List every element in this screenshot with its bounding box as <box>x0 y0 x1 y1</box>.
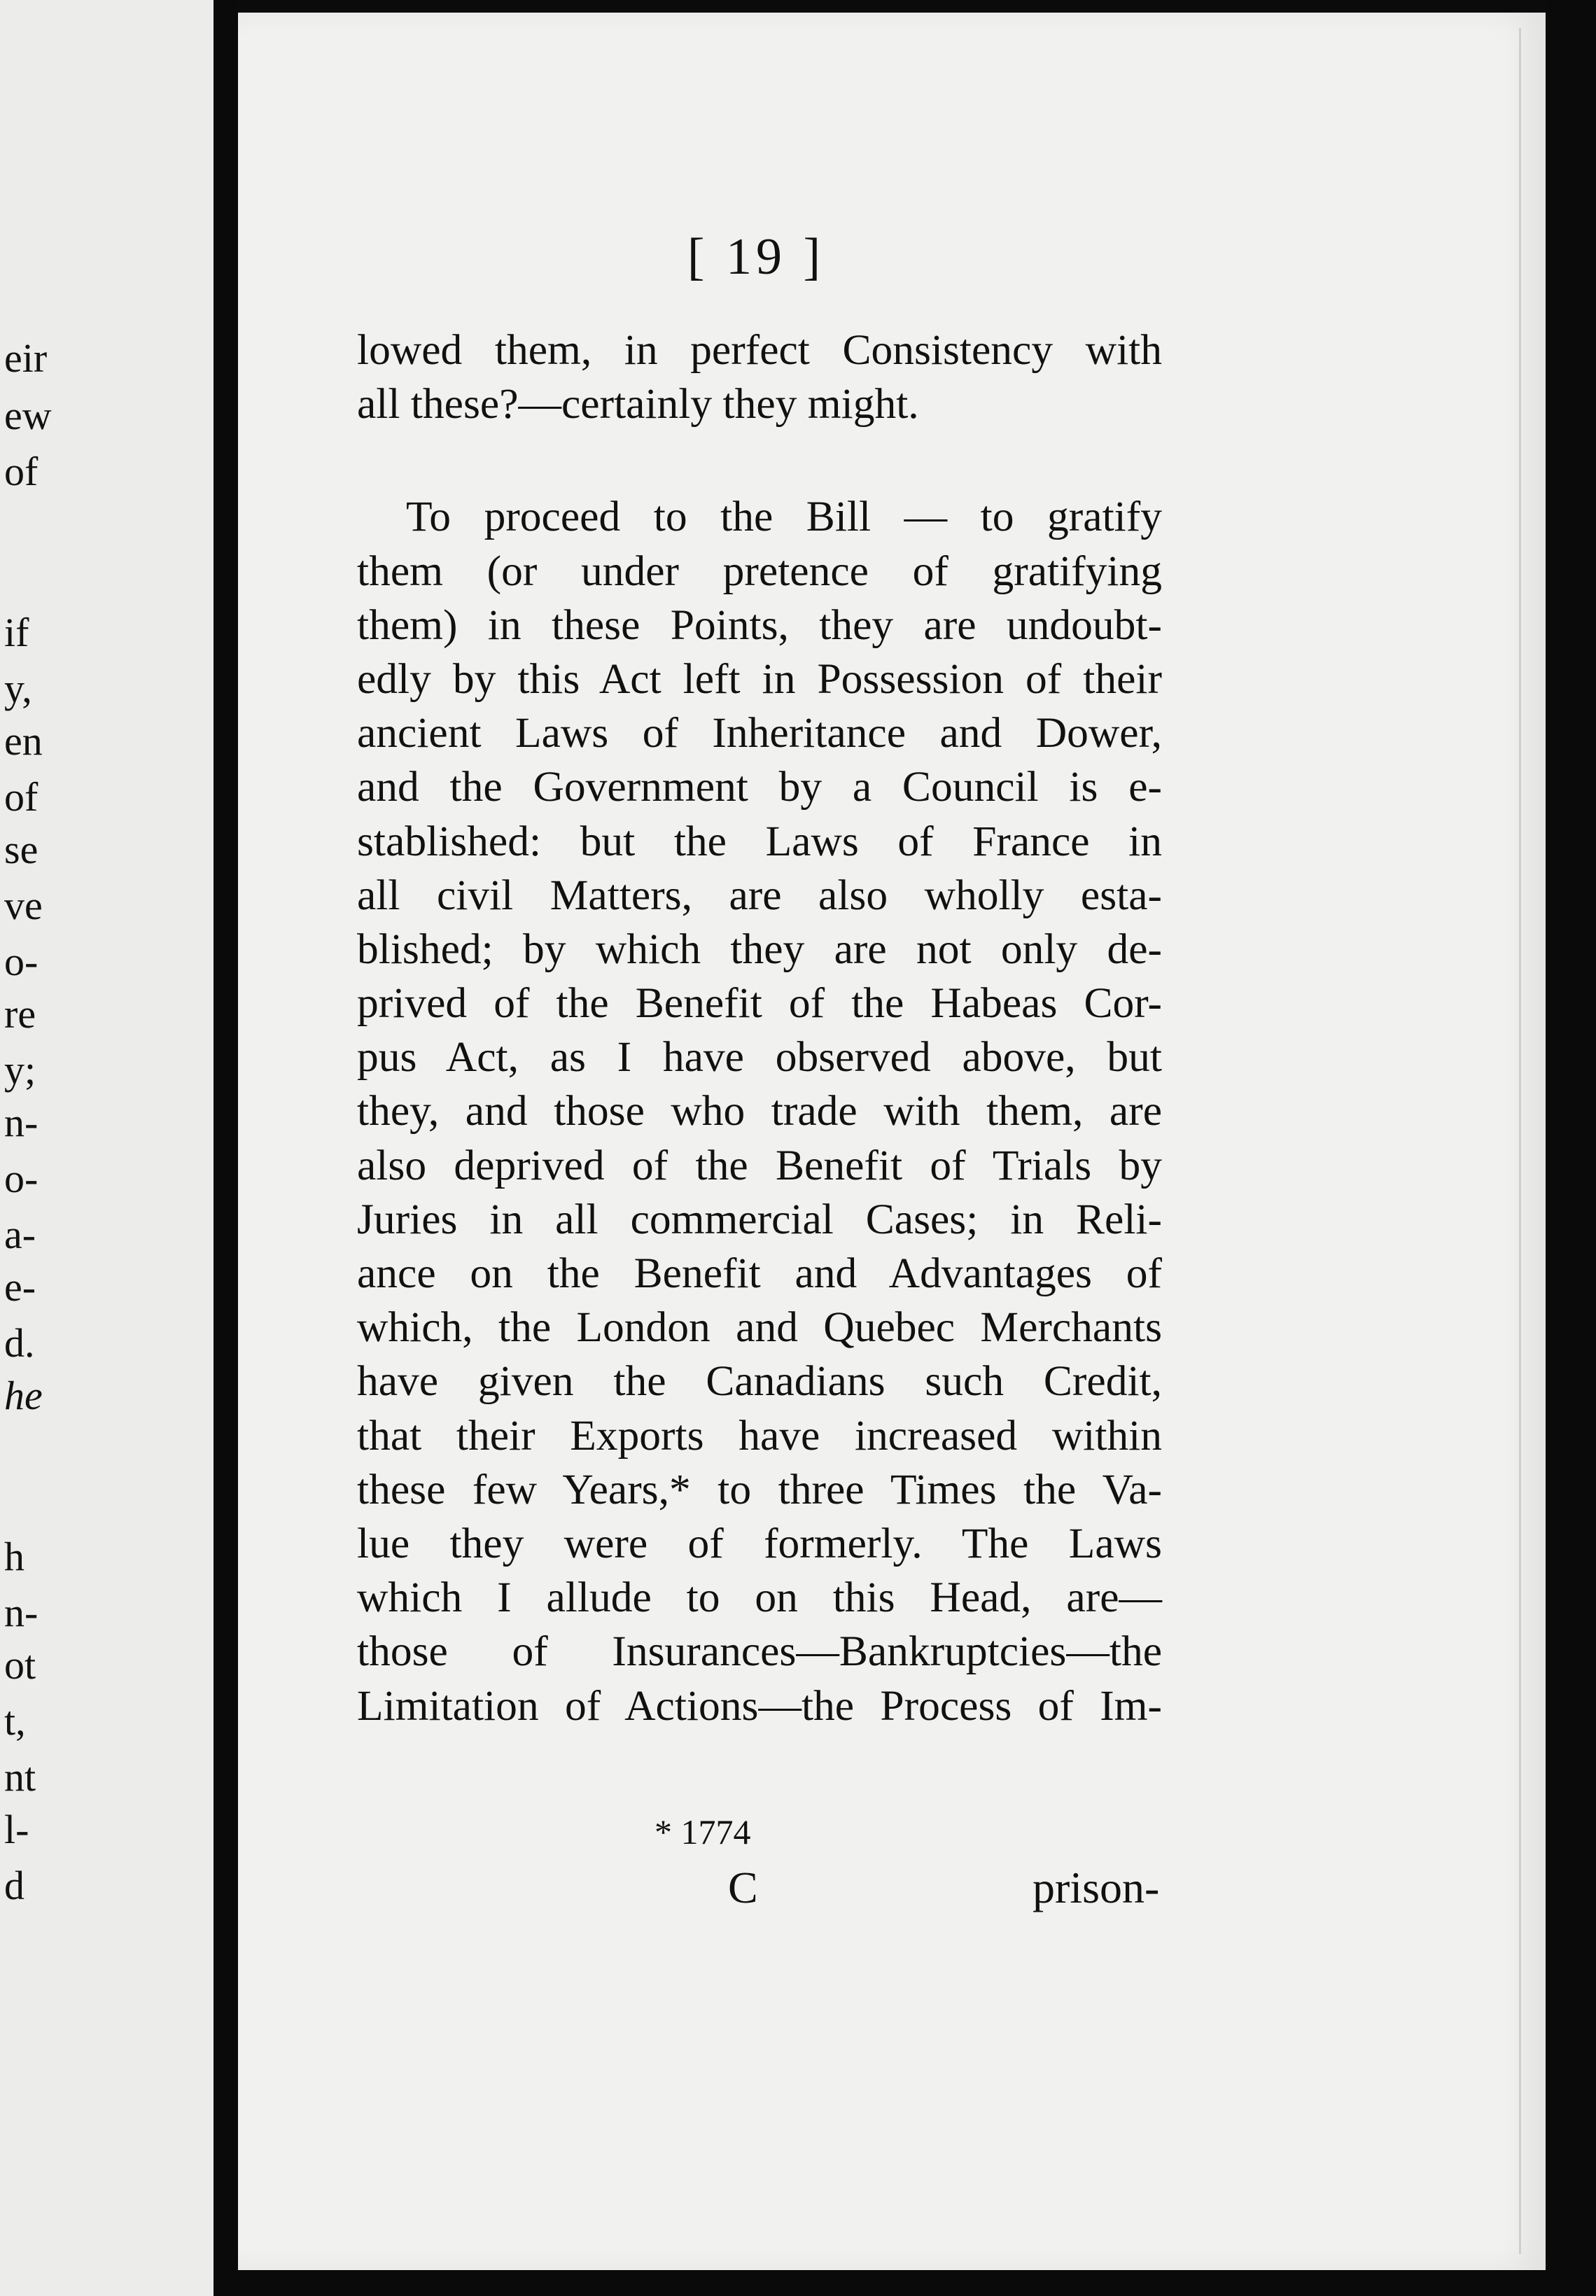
text-line: that their Exports have increased within <box>357 1411 1162 1460</box>
left-fragment: nt <box>4 1754 36 1800</box>
text-line: all these?—certainly they might. <box>357 380 919 428</box>
left-fragment: he <box>4 1373 43 1418</box>
left-fragment: o- <box>4 939 38 984</box>
text-line: stablished: but the Laws of France in <box>357 817 1162 865</box>
text-line: all civil Matters, are also wholly esta- <box>357 871 1162 919</box>
text-line: ance on the Benefit and Advantages of <box>357 1250 1162 1297</box>
left-fragment: of <box>4 774 38 820</box>
text-line: Limitation of Actions—the Process of Im- <box>357 1681 1162 1730</box>
left-fragment: ve <box>4 883 43 928</box>
left-fragment: ot <box>4 1642 36 1688</box>
left-fragment: d <box>4 1863 24 1908</box>
text-line: edly by this Act left in Possession of their <box>357 654 1162 703</box>
text-line: have given the Canadians such Credit, <box>357 1357 1162 1406</box>
right-border <box>1546 0 1596 2296</box>
text-line: they, and those who trade with them, are <box>357 1087 1162 1135</box>
catchword: prison- <box>1032 1863 1160 1912</box>
text-line: To proceed to the Bill — to gratify <box>406 493 1162 541</box>
text-line: which I allude to on this Head, are— <box>357 1574 1162 1622</box>
left-fragment: e- <box>4 1264 36 1310</box>
left-fragment: en <box>4 718 43 764</box>
left-fragment: y, <box>4 666 32 711</box>
left-fragment: d. <box>4 1320 35 1366</box>
text-line: these few Years,* to three Times the Va- <box>357 1465 1162 1513</box>
book-gutter <box>214 0 238 2296</box>
left-fragment: se <box>4 827 38 872</box>
left-fragment: n- <box>4 1590 38 1635</box>
text-line: them) in these Points, they are undoubt- <box>357 601 1162 649</box>
left-fragment: if <box>4 610 29 655</box>
text-line: blished; by which they are not only de- <box>357 925 1162 973</box>
left-fragment: n- <box>4 1100 38 1145</box>
left-fragment: ew <box>4 393 52 438</box>
text-line: which, the London and Quebec Merchants <box>357 1303 1162 1352</box>
page-edge <box>1519 28 1521 2254</box>
text-line: prived of the Benefit of the Habeas Cor- <box>357 979 1162 1028</box>
text-line: pus Act, as I have observed above, but <box>357 1033 1162 1082</box>
left-fragment: l- <box>4 1807 29 1852</box>
left-fragment: o- <box>4 1156 38 1201</box>
text-line: also deprived of the Benefit of Trials by <box>357 1141 1162 1189</box>
footnote: * 1774 <box>654 1812 751 1851</box>
text-line: lue they were of formerly. The Laws <box>357 1519 1162 1567</box>
left-fragment: re <box>4 991 36 1037</box>
left-fragment: t, <box>4 1698 26 1744</box>
text-line: Juries in all commercial Cases; in Reli- <box>357 1195 1162 1243</box>
paragraph-gap <box>357 431 1162 490</box>
left-fragment: eir <box>4 335 48 381</box>
left-fragment: y; <box>4 1047 36 1093</box>
text-line: ancient Laws of Inheritance and Dower, <box>357 709 1162 757</box>
body-text <box>357 323 1162 1733</box>
text-line: and the Government by a Council is e- <box>357 763 1162 811</box>
left-page-fragment <box>0 0 214 2296</box>
left-fragment: h <box>4 1534 24 1579</box>
text-line: lowed them, in perfect Consistency with <box>357 326 1162 374</box>
page-number-header: [ 19 ] <box>687 228 825 286</box>
left-fragment: of <box>4 449 38 494</box>
signature-mark: C <box>728 1863 758 1912</box>
text-line: them (or under pretence of gratifying <box>357 547 1162 595</box>
text-line: those of Insurances—Bankruptcies—the <box>357 1628 1162 1676</box>
bottom-border <box>238 2270 1546 2296</box>
left-fragment: a- <box>4 1212 36 1257</box>
